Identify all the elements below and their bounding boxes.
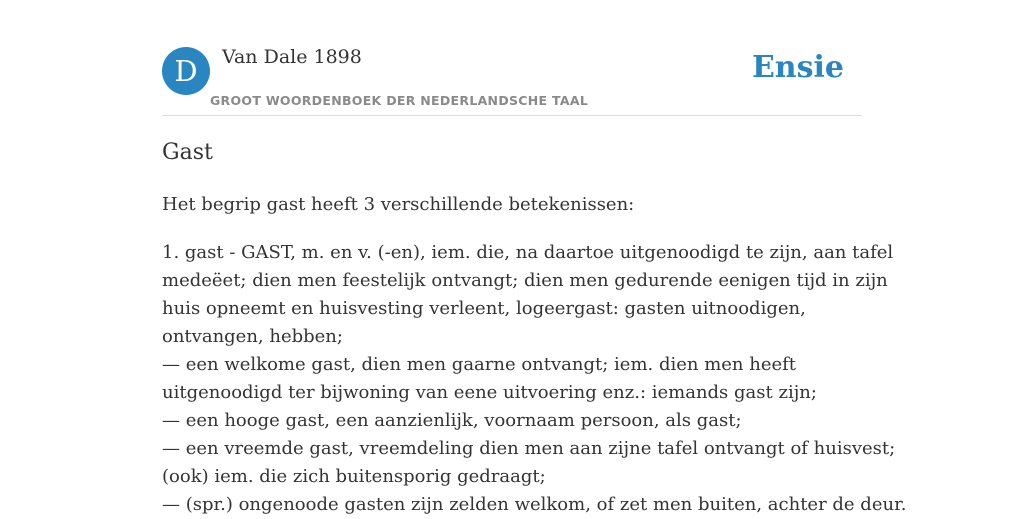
definition-line: ontvangen, hebben; bbox=[162, 326, 343, 347]
site-title[interactable]: Van Dale 1898 bbox=[222, 46, 362, 68]
definition-line: — (spr.) ongenoode gasten zijn zelden welkom, of zet men buiten, achter de deur. bbox=[162, 494, 907, 515]
entry-intro: Het begrip gast heeft 3 verschillende betekenissen: bbox=[162, 194, 635, 215]
definition-text bbox=[162, 239, 907, 519]
page bbox=[162, 0, 907, 515]
definition-line: huis opneemt en huisvesting verleent, logeergast: gasten uitnoodigen, bbox=[162, 298, 806, 319]
definition-line: — een vreemde gast, vreemdeling dien men aan zijne tafel ontvangt of huisvest; bbox=[162, 438, 896, 459]
definition-line: uitgenoodigd ter bijwoning van eene uitvoering enz.: iemands gast zijn; bbox=[162, 382, 817, 403]
definition-line: 1. gast - GAST, m. en v. (-en), iem. die, na daartoe uitgenoodigd te zijn, aan tafel bbox=[162, 242, 894, 263]
definition-line: — een hooge gast, een aanzienlijk, voornaam persoon, als gast; bbox=[162, 410, 742, 431]
definition-line: — een welkome gast, dien men gaarne ontvangt; iem. dien men heeft bbox=[162, 354, 797, 375]
definition-line: medeëet; dien men feestelijk ontvangt; dien men gedurende eenigen tijd in zijn bbox=[162, 270, 888, 291]
site-subtitle: GROOT WOORDENBOEK DER NEDERLANDSCHE TAAL bbox=[210, 93, 589, 108]
definition-line: (ook) iem. die zich buitensporig gedraagt; bbox=[162, 466, 546, 487]
brand-logo[interactable]: Ensie bbox=[751, 50, 844, 85]
header-divider bbox=[162, 115, 862, 116]
entry-title: Gast bbox=[162, 140, 213, 165]
site-logo-avatar[interactable]: D bbox=[162, 47, 210, 95]
